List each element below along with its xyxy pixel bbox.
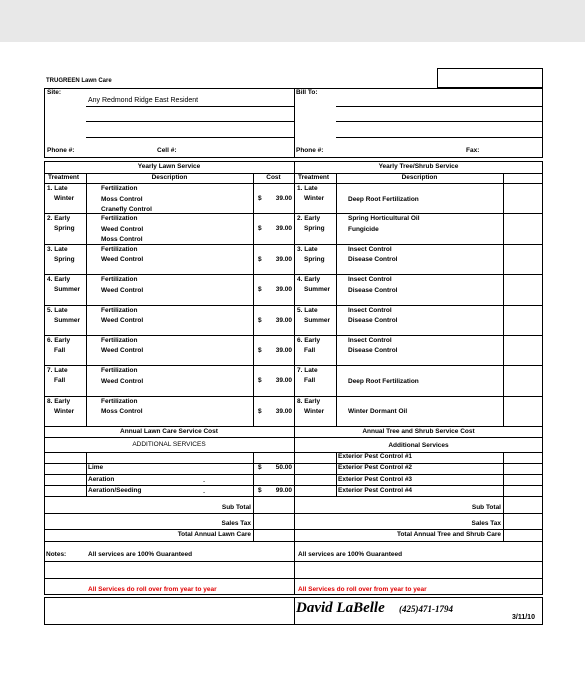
tree-guarantee: All services are 100% Guaranteed <box>298 551 403 558</box>
lawn-treatment-3: 3. Late <box>47 245 68 253</box>
tree-subtotal-label: Sub Total <box>471 504 501 511</box>
lawn-additional-1-cost: 50.00 <box>275 464 292 471</box>
tree-annual-cost-label: Annual Tree and Shrub Service Cost <box>362 428 475 435</box>
tree-treatment-8: 8. Early <box>297 397 321 405</box>
lawn-season-7: Fall <box>54 377 66 385</box>
lawn-description-item: Fertilization <box>101 185 138 192</box>
signature-phone: (425)471-1794 <box>399 604 453 614</box>
lawn-cost-currency-3: $ <box>258 255 262 263</box>
lawn-cost-currency-2: $ <box>258 225 262 233</box>
tree-description-item: Deep Root Fertilization <box>348 377 419 385</box>
lawn-treatment-7: 7. Late <box>47 367 68 375</box>
lawn-cost-1: 39.00 <box>275 195 292 202</box>
tree-season-2: Spring <box>304 225 325 233</box>
tree-description-item: Spring Horticultural Oil <box>348 215 420 223</box>
row-divider <box>44 274 294 275</box>
tick-mark: - <box>203 478 206 485</box>
tree-title: Yearly Tree/Shrub Service <box>378 163 459 170</box>
lawn-cost-8: 39.00 <box>275 407 292 415</box>
lawn-additional-1-currency: $ <box>258 464 262 471</box>
lawn-cost-3: 39.00 <box>275 255 292 263</box>
row-divider <box>294 396 543 397</box>
invoice-number-box <box>437 68 543 88</box>
lawn-description-item: Moss Control <box>101 195 143 203</box>
tree-description-item: Disease Control <box>348 256 398 264</box>
lawn-additional-3-cost: 99.00 <box>275 487 292 494</box>
phone2-label: Phone #: <box>296 147 324 154</box>
lawn-description-item: Fertilization <box>101 215 138 223</box>
lawn-cost-2: 39.00 <box>275 225 292 233</box>
row-divider <box>44 335 294 336</box>
lawn-col-cost: Cost <box>266 174 281 181</box>
tree-description-item: Insect Control <box>348 276 392 284</box>
notes-label: Notes: <box>46 551 67 558</box>
lawn-treatment-8: 8. Early <box>47 397 71 405</box>
lawn-cost-4: 39.00 <box>275 286 292 294</box>
lawn-cost-7: 39.00 <box>275 377 292 385</box>
lawn-additional-title: ADDITIONAL SERVICES <box>132 441 206 448</box>
row-divider <box>294 365 543 366</box>
lawn-treatment-4: 4. Early <box>47 276 71 284</box>
fax-label: Fax: <box>466 147 480 154</box>
lawn-subtotal-label: Sub Total <box>221 504 251 511</box>
row-divider <box>44 213 294 214</box>
tree-season-8: Winter <box>304 407 325 415</box>
row-divider <box>294 244 543 245</box>
row-divider <box>294 305 543 306</box>
phone-label: Phone #: <box>47 147 75 154</box>
tree-season-3: Spring <box>304 255 325 263</box>
tree-total-label: Total Annual Tree and Shrub Care <box>396 531 501 538</box>
row-divider <box>44 244 294 245</box>
row-divider <box>294 335 543 336</box>
lawn-season-6: Fall <box>54 346 66 354</box>
row-divider <box>294 213 543 214</box>
tree-treatment-7: 7. Late <box>297 367 318 375</box>
tree-description-item: Disease Control <box>348 286 398 294</box>
lawn-annual-cost-label: Annual Lawn Care Service Cost <box>120 428 218 435</box>
lawn-guarantee: All services are 100% Guaranteed <box>88 551 193 558</box>
lawn-description-item: Fertilization <box>101 276 138 284</box>
lawn-cost-currency-7: $ <box>258 377 262 385</box>
tree-treatment-1: 1. Late <box>297 185 318 192</box>
tree-col-description: Description <box>401 174 438 181</box>
lawn-description-item: Moss Control <box>101 408 143 416</box>
tree-season-5: Summer <box>304 316 331 324</box>
row-divider <box>44 365 294 366</box>
lawn-description-item: Fertilization <box>101 306 138 314</box>
lawn-description-item: Weed Control <box>101 256 144 264</box>
tree-salestax-label: Sales Tax <box>471 520 501 527</box>
tree-additional-title: Additional Services <box>388 442 449 449</box>
lawn-description-item: Fertilization <box>101 245 138 253</box>
lawn-treatment-5: 5. Late <box>47 306 68 314</box>
lawn-description-item: Cranefly Control <box>101 206 152 213</box>
lawn-season-5: Summer <box>54 316 81 324</box>
tree-description-item: Deep Root Fertilization <box>348 195 419 203</box>
site-value: Any Redmond Ridge East Resident <box>88 97 199 104</box>
lawn-additional-1: Lime <box>88 464 104 471</box>
tree-additional-3: Exterior Pest Control #3 <box>338 476 413 483</box>
tree-treatment-2: 2. Early <box>297 215 321 223</box>
lawn-additional-2: Aeration <box>88 476 115 483</box>
tree-season-1: Winter <box>304 195 325 202</box>
lawn-col-description: Description <box>151 174 188 181</box>
document-date: 3/11/10 <box>512 614 535 621</box>
tree-season-4: Summer <box>304 286 331 294</box>
lawn-cost-currency-5: $ <box>258 316 262 324</box>
lawn-cost-6: 39.00 <box>275 346 292 354</box>
lawn-cost-5: 39.00 <box>275 316 292 324</box>
lawn-rollover-note: All Services do roll over from year to year <box>88 586 217 593</box>
lawn-season-1: Winter <box>54 195 75 202</box>
lawn-season-2: Spring <box>54 225 75 233</box>
bill-to-label: Bill To: <box>296 89 318 96</box>
row-divider <box>44 396 294 397</box>
lawn-description-item: Fertilization <box>101 336 138 344</box>
tree-season-6: Fall <box>304 346 316 354</box>
lawn-treatment-2: 2. Early <box>47 215 71 223</box>
lawn-season-3: Spring <box>54 255 75 263</box>
lawn-description-item: Fertilization <box>101 397 138 405</box>
lawn-season-4: Summer <box>54 286 81 294</box>
lawn-cost-currency-4: $ <box>258 286 262 294</box>
lawn-description-item: Fertilization <box>101 367 138 375</box>
tree-season-7: Fall <box>304 377 316 385</box>
lawn-col-treatment: Treatment <box>48 174 80 181</box>
tree-treatment-3: 3. Late <box>297 245 318 253</box>
lawn-description-item: Weed Control <box>101 347 144 355</box>
tree-treatment-5: 5. Late <box>297 306 318 314</box>
tree-additional-2: Exterior Pest Control #2 <box>338 464 413 471</box>
tree-additional-1: Exterior Pest Control #1 <box>338 453 413 460</box>
lawn-description-item: Weed Control <box>101 377 144 385</box>
lawn-description-item: Weed Control <box>101 317 144 324</box>
document-page <box>0 42 585 677</box>
lawn-cost-currency-8: $ <box>258 407 262 415</box>
tree-description-item: Insect Control <box>348 245 392 253</box>
lawn-salestax-label: Sales Tax <box>221 520 251 527</box>
site-label: Site: <box>47 89 62 96</box>
lawn-description-item: Weed Control <box>101 225 144 233</box>
lawn-total-label: Total Annual Lawn Care <box>177 531 251 538</box>
company-name: TRUGREEN Lawn Care <box>46 78 112 84</box>
viewer-toolbar <box>0 0 585 42</box>
lawn-cost-currency-1: $ <box>258 195 262 202</box>
lawn-treatment-1: 1. Late <box>47 185 68 192</box>
cell-label: Cell #: <box>157 147 177 154</box>
tree-treatment-6: 6. Early <box>297 336 321 344</box>
lawn-season-8: Winter <box>54 407 75 415</box>
tree-description-item: Insect Control <box>348 306 392 314</box>
tree-description-item: Disease Control <box>348 347 398 355</box>
lawn-treatment-6: 6. Early <box>47 336 71 344</box>
lawn-additional-3-currency: $ <box>258 487 262 494</box>
tree-description-item: Winter Dormant Oil <box>348 408 408 416</box>
row-divider <box>294 274 543 275</box>
tree-additional-4: Exterior Pest Control #4 <box>338 487 413 494</box>
tree-rollover-note: All Services do roll over from year to year <box>298 586 427 593</box>
tree-description-item: Disease Control <box>348 317 398 324</box>
lawn-additional-3: Aeration/Seeding <box>88 487 142 494</box>
signature: David LaBelle <box>296 600 385 616</box>
tree-col-treatment: Treatment <box>298 174 330 181</box>
lawn-description-item: Weed Control <box>101 286 144 294</box>
tree-treatment-4: 4. Early <box>297 276 321 284</box>
lawn-cost-currency-6: $ <box>258 346 262 354</box>
lawn-title: Yearly Lawn Service <box>137 163 201 170</box>
lawn-description-item: Moss Control <box>101 236 143 244</box>
row-divider <box>44 305 294 306</box>
tick-mark: - <box>203 489 206 496</box>
tree-description-item: Insect Control <box>348 336 392 344</box>
tree-description-item: Fungicide <box>348 225 379 233</box>
